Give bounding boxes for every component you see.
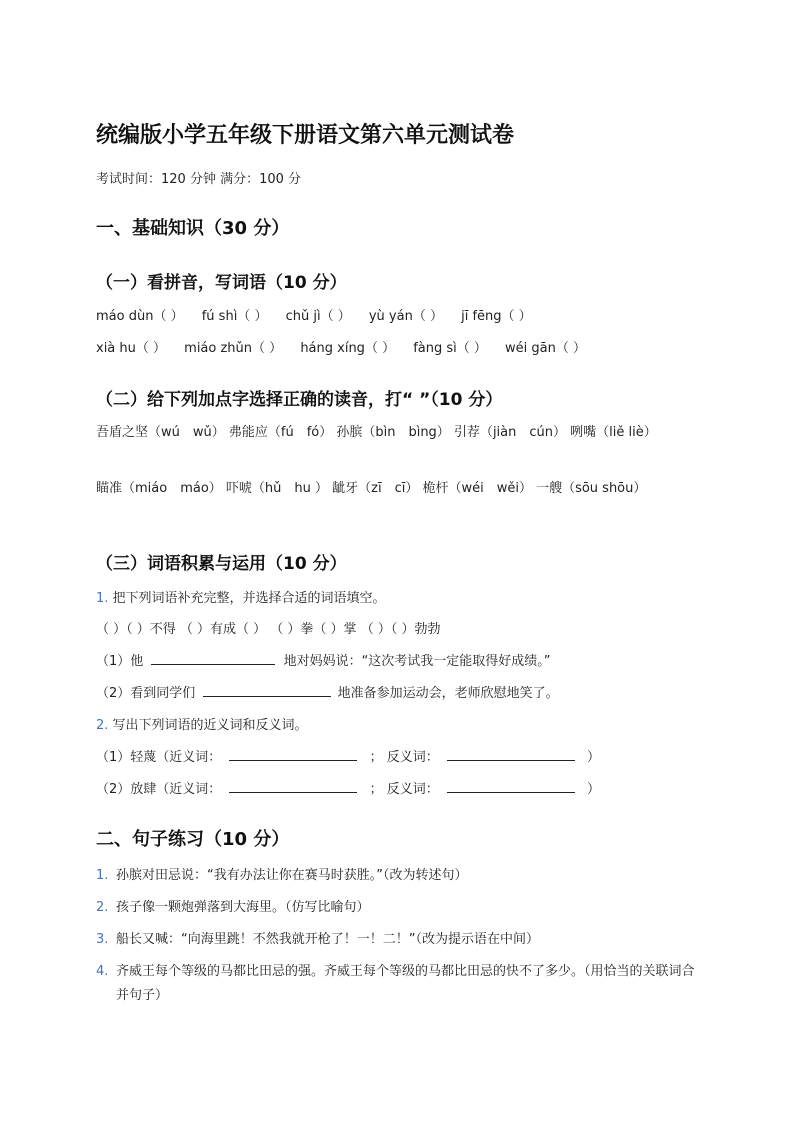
section1-heading: 一、基础知识（30 分） bbox=[96, 218, 290, 239]
exam-meta: 考试时间：120 分钟 满分：100 分 bbox=[96, 172, 302, 187]
pinyin-item: wéi gān（ ） bbox=[505, 341, 587, 356]
pinyin-row-1 bbox=[96, 305, 546, 329]
pinyin-item: jī fēng（ ） bbox=[461, 309, 532, 324]
part2-heading: （二）给下列加点字选择正确的读音，打“ ”（10 分） bbox=[96, 390, 503, 410]
pinyin-item: fàng sì（ ） bbox=[413, 341, 487, 356]
pronunciation-line-1: 吾盾之坚（wú wǔ） 弗能应（fú fó） 孙膑（bìn bìng） 引荐（jiàn cún） 咧嘴（liě liè） bbox=[96, 425, 657, 440]
synonym-blank[interactable] bbox=[229, 746, 357, 761]
sub-label: （1）轻蔑（近义词： bbox=[96, 750, 222, 765]
sub-text: ） bbox=[586, 750, 600, 765]
sub-text: 地准备参加运动会，老师欣慰地笑了。 bbox=[337, 686, 559, 701]
sub-text: ； 反义词： bbox=[369, 782, 439, 797]
sentence-question bbox=[96, 864, 700, 888]
question-text: 把下列词语补充完整，并选择合适的词语填空。 bbox=[112, 591, 386, 606]
q2-sub1 bbox=[96, 746, 600, 770]
question-text: 写出下列词语的近义词和反义词。 bbox=[112, 718, 308, 733]
sentence-question bbox=[96, 928, 700, 952]
page-title: 统编版小学五年级下册语文第六单元测试卷 bbox=[96, 123, 515, 148]
antonym-blank[interactable] bbox=[447, 746, 575, 761]
q1-idiom-items: （ ）（ ）不得 （ ）有成（ ） （ ）拳（ ）掌 （ ）（ ）勃勃 bbox=[96, 622, 441, 637]
pinyin-row-2 bbox=[96, 337, 600, 361]
sub-label: （1）他 bbox=[96, 654, 144, 669]
question-text: 孙膑对田忌说：“我有办法让你在赛马时获胜。”（改为转述句） bbox=[116, 868, 468, 883]
q1-sub2 bbox=[96, 682, 559, 706]
sub-text: ； 反义词： bbox=[369, 750, 439, 765]
sub-text: 地对妈妈说：“这次考试我一定能取得好成绩。” bbox=[283, 654, 551, 669]
pinyin-item: háng xíng（ ） bbox=[300, 341, 396, 356]
question-number: 3. bbox=[96, 932, 109, 947]
sub-text: ） bbox=[586, 782, 600, 797]
question-number: 1. bbox=[96, 591, 109, 606]
part3-heading: （三）词语积累与运用（10 分） bbox=[96, 554, 347, 574]
sentence-question bbox=[96, 896, 700, 920]
synonym-blank[interactable] bbox=[229, 778, 357, 793]
answer-blank[interactable] bbox=[151, 650, 275, 665]
sub-label: （2）放肆（近义词： bbox=[96, 782, 222, 797]
q1-sub1 bbox=[96, 650, 551, 674]
question-number: 2. bbox=[96, 900, 109, 915]
antonym-blank[interactable] bbox=[447, 778, 575, 793]
q2-sub2 bbox=[96, 778, 600, 802]
q2-prompt bbox=[96, 714, 308, 738]
pinyin-item: yù yán（ ） bbox=[368, 309, 443, 324]
pinyin-item: miáo zhǔn（ ） bbox=[184, 341, 283, 356]
pronunciation-line-2: 瞄准（miáo máo） 吓唬（hǔ hu ） 龇牙（zī cī） 桅杆（wéi wěi） 一艘（sōu shōu） bbox=[96, 481, 647, 496]
question-text: 船长又喊：“向海里跳！不然我就开枪了！一！二！”（改为提示语在中间） bbox=[116, 932, 539, 947]
sub-label: （2）看到同学们 bbox=[96, 686, 196, 701]
question-number: 2. bbox=[96, 718, 109, 733]
answer-blank[interactable] bbox=[203, 682, 331, 697]
section2-heading: 二、句子练习（10 分） bbox=[96, 829, 290, 850]
sentence-question bbox=[96, 960, 700, 1008]
question-text: 齐威王每个等级的马都比田忌的强。齐威王每个等级的马都比田忌的快不了多少。（用恰当的关联词合并句子） bbox=[116, 964, 695, 1003]
q1-prompt bbox=[96, 587, 386, 611]
pinyin-item: xià hu（ ） bbox=[96, 341, 167, 356]
question-text: 孩子像一颗炮弹落到大海里。（仿写比喻句） bbox=[116, 900, 370, 915]
question-number: 4. bbox=[96, 964, 109, 979]
part1-heading: （一）看拼音，写词语（10 分） bbox=[96, 273, 347, 293]
pinyin-item: fú shì（ ） bbox=[201, 309, 268, 324]
pinyin-item: máo dùn（ ） bbox=[96, 309, 184, 324]
question-number: 1. bbox=[96, 868, 109, 883]
pinyin-item: chǔ jì（ ） bbox=[285, 309, 351, 324]
